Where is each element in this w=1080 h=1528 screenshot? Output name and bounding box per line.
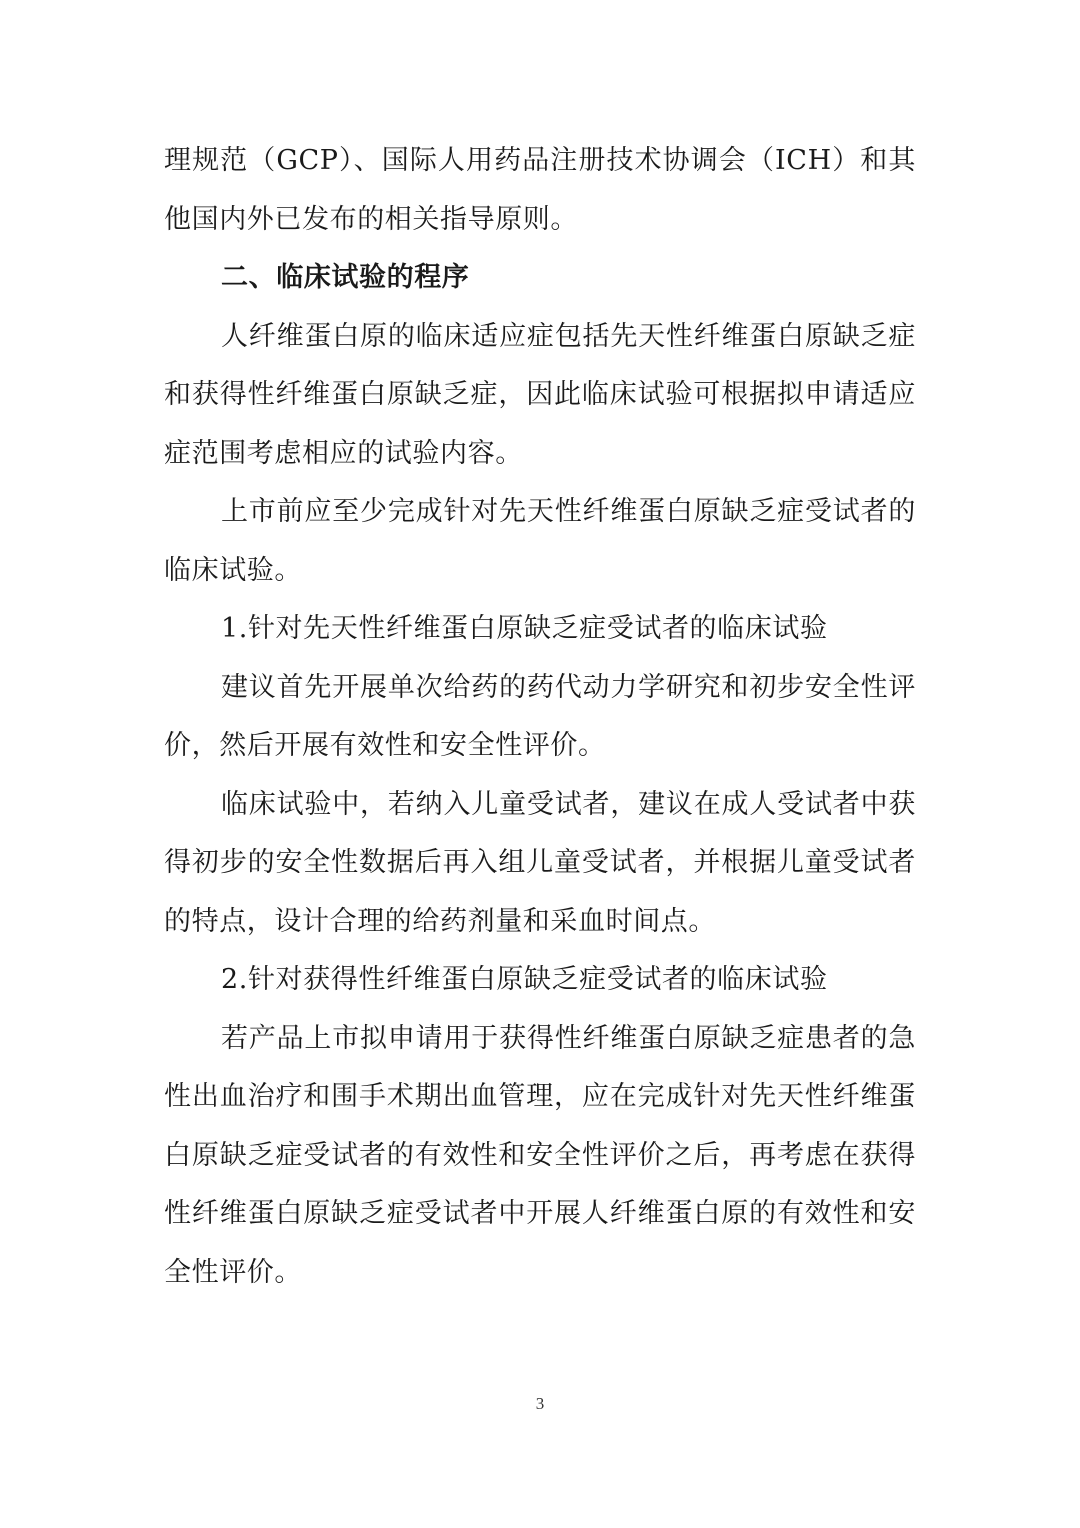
- paragraph-premarket: 上市前应至少完成针对先天性纤维蛋白原缺乏症受试者的临床试验。: [164, 496, 916, 586]
- paragraph-indications: 人纤维蛋白原的临床适应症包括先天性纤维蛋白原缺乏症和获得性纤维蛋白原缺乏症，因此临床试验可根据拟申请适应症范围考虑相应的试验内容。: [164, 320, 916, 469]
- paragraph-pediatric: 临床试验中，若纳入儿童受试者，建议在成人受试者中获得初步的安全性数据后再入组儿童受试者，并根据儿童受试者的特点，设计合理的给药剂量和采血时间点。: [164, 788, 916, 937]
- page-number: 3: [535, 1394, 545, 1413]
- section-heading: 二、临床试验的程序: [221, 262, 470, 293]
- document-body: [164, 132, 916, 1302]
- paragraph-acquired: 若产品上市拟申请用于获得性纤维蛋白原缺乏症患者的急性出血治疗和围手术期出血管理，应在完成针对先天性纤维蛋白原缺乏症受试者的有效性和安全性评价之后，再考虑在获得性纤维蛋白原缺乏症受试者中开展人纤维蛋白原的有效性和安全性评价。: [164, 1022, 916, 1288]
- subheading-congenital: 1.针对先天性纤维蛋白原缺乏症受试者的临床试验: [221, 613, 828, 644]
- subheading-acquired: 2.针对获得性纤维蛋白原缺乏症受试者的临床试验: [221, 964, 828, 995]
- paragraph-pk-study: 建议首先开展单次给药的药代动力学研究和初步安全性评价，然后开展有效性和安全性评价。: [164, 671, 916, 761]
- paragraph-continuation: 理规范（GCP）、国际人用药品注册技术协调会（ICH）和其他国内外已发布的相关指导原则。: [164, 145, 916, 235]
